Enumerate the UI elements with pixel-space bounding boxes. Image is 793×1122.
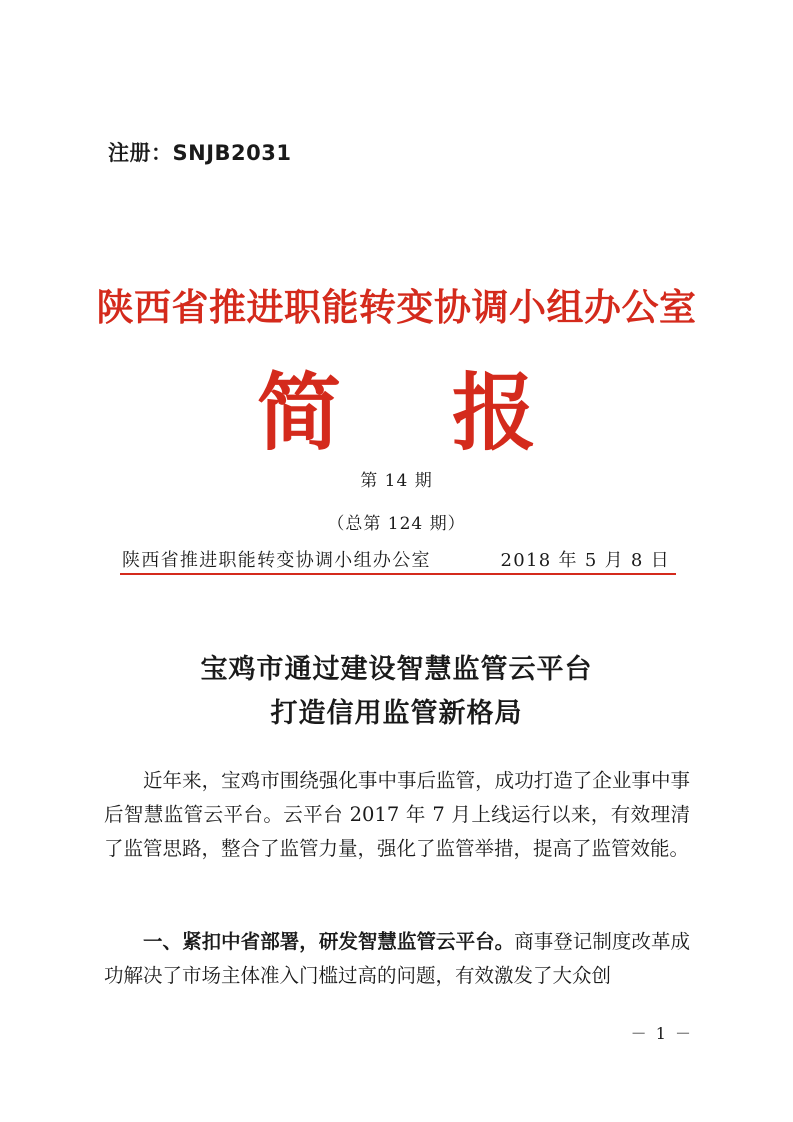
article-title-line-2: 打造信用监管新格局 bbox=[270, 698, 523, 729]
red-divider bbox=[120, 573, 676, 575]
bulletin-title-char-1: 简 bbox=[257, 363, 342, 462]
registration-number: 注册：SNJB2031 bbox=[108, 141, 292, 165]
article-title-line-1: 宝鸡市通过建设智慧监管云平台 bbox=[200, 654, 593, 685]
publication-date: 2018 年 5 月 8 日 bbox=[500, 550, 670, 571]
total-issue-number: （总第 124 期） bbox=[327, 514, 466, 534]
section-1-heading: 一、紧扣中省部署，研发智慧监管云平台。 bbox=[143, 930, 515, 953]
section-1-text: 商事登记制度改革成功解决了市场主体准入门槛过高的问题，有效激发了大众创 bbox=[104, 930, 690, 987]
issue-number: 第 14 期 bbox=[360, 471, 433, 491]
article-paragraph-2 bbox=[104, 925, 690, 993]
issuing-office-header: 陕西省推进职能转变协调小组办公室 bbox=[96, 286, 697, 329]
publication-line bbox=[122, 546, 674, 574]
bulletin-title-char-2: 报 bbox=[452, 363, 537, 462]
page-number: － 1 － bbox=[630, 1024, 693, 1043]
publisher-name: 陕西省推进职能转变协调小组办公室 bbox=[122, 550, 431, 571]
article-paragraph-1: 近年来，宝鸡市围绕强化事中事后监管，成功打造了企业事中事后智慧监管云平台。云平台 2017 年 7 月上线运行以来，有效理清了监管思路，整合了监管力量，强化了监管举措，提高了监管效能。 bbox=[104, 769, 690, 860]
